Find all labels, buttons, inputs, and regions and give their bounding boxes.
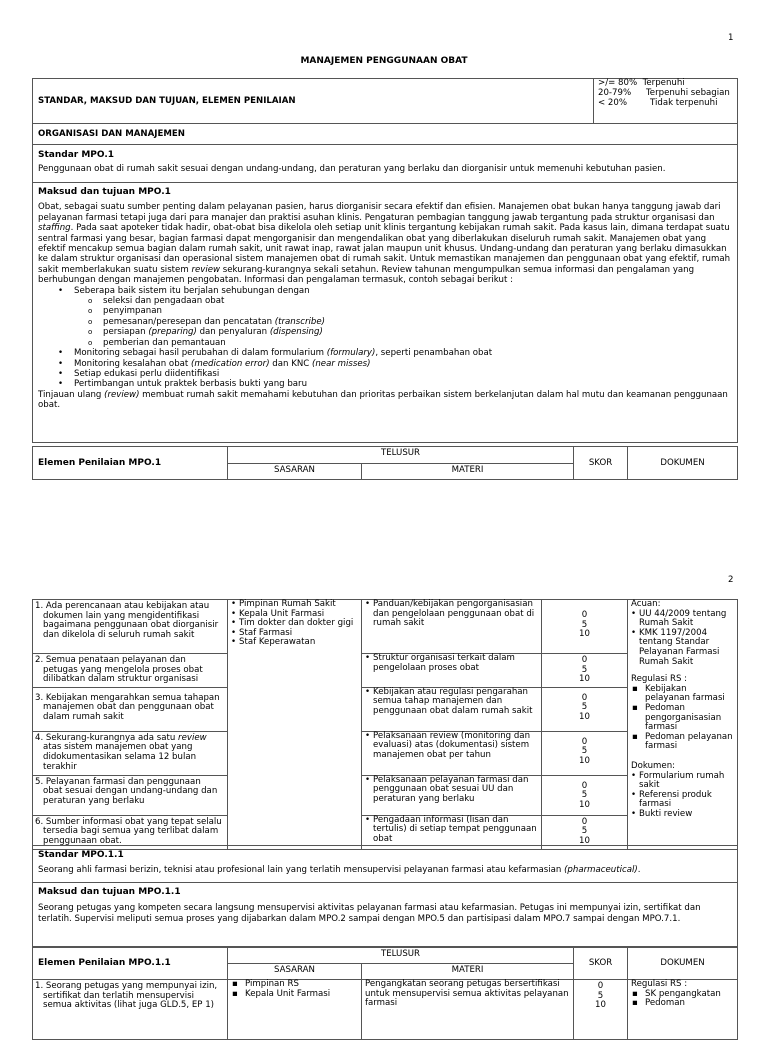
dok-regulasi-list	[631, 990, 734, 1009]
dok-dokumen-list	[631, 772, 734, 820]
ep-item-2: 2. Semua penataan pelayanan dan petugas yang mengelola proses obat dilibatkan dalam struktur organisasi	[33, 654, 228, 688]
list-item: • Seberapa baik sistem itu berjalan sehubungan dengan	[38, 286, 732, 296]
dok-regulasi-list	[631, 685, 734, 752]
col-telusur: TELUSUR	[228, 948, 574, 964]
score-cell: 0 5 10	[574, 980, 628, 1040]
ep-title: Elemen Penilaian MPO.1.1	[33, 948, 228, 980]
standard-table-mpo1-1	[32, 845, 738, 947]
legend-row: >/= 80% Terpenuhi	[598, 78, 685, 88]
list-item: • Pimpinan Rumah Sakit	[231, 600, 358, 610]
dok-regulasi-label: Regulasi RS :	[631, 674, 688, 685]
intent-paragraph: Obat, sebagai suatu sumber penting dalam pelayanan pasien, harus diorganisir secara efektif dan efisien. Manajemen obat bukan hanya tanggung jawab dari pelayanan farmasi tetapi juga dari para manajer dan praktisi asuhan klinis. Pengaturan pembagian tanggung jawab tergantung pada struktur organisasi dan staffing. Pada saat apoteker tidak hadir, obat-obat bisa dikelola oleh setiap unit klinis tergantung kebijakan rumah sakit. Pada kasus lain, dimana terdapat suatu sentral farmasi yang besar, bagian farmasi dapat mengorganisir dan mengendalikan obat yang diberlakukan diseluruh rumah sakit. Manajemen obat yang efektif mencakup semua bagian dalam rumah sakit, unit rawat inap, rawat jalan maupun unit khusus. Undang-undang dan peraturan yang berlaku dimasukkan ke dalam struktur organisasi dan operasional sistem manajemen obat di rumah sakit. Untuk memastikan manajemen dan penggunaan obat yang efektif, rumah sakit memberlakukan suatu sistem review sekurang-kurangnya sekali setahun. Review tahunan mengumpulkan semua informasi dan pengalaman yang berhubungan dengan manajemen pengobatan. Informasi dan pengalaman termasuk, contoh sebagai berikut :	[38, 202, 731, 286]
intent-closing: Tinjauan ulang (review) membuat rumah sakit memahami kebutuhan dan prioritas perbaikan sistem berkelanjutan dalam hal mutu dan keamanan penggunaan obat.	[38, 389, 728, 411]
ep-item-6: 6. Sumber informasi obat yang tepat selalu tersedia bagi semua yang terlibat dalam penggunaan obat.	[33, 815, 228, 849]
dok-dokumen-label: Dokumen:	[631, 760, 676, 771]
dok-acuan-list	[631, 610, 734, 668]
score-cell: 0 5 10	[542, 600, 628, 654]
ep-table-mpo1-1	[32, 947, 738, 1040]
standard-title: Standar MPO.1.1	[38, 850, 124, 860]
standard-text: Seorang ahli farmasi berizin, teknisi atau profesional lain yang terlatih mensupervisi pelayanan farmasi atau kefarmasian (pharmaceutical).	[38, 865, 641, 876]
standard-title: Standar MPO.1	[38, 150, 115, 160]
col-skor: SKOR	[574, 948, 628, 980]
list-item: • Pertimbangan untuk praktek berbasis bukti yang baru	[38, 379, 732, 389]
col-materi: MATERI	[362, 464, 574, 480]
header-label: STANDAR, MAKSUD DAN TUJUAN, ELEMEN PENILAIAN	[33, 79, 594, 124]
ep-title: Elemen Penilaian MPO.1	[33, 447, 228, 480]
dokumen-cell	[628, 980, 738, 1040]
list-item: o pemberian dan pemantauan	[38, 338, 732, 348]
standard-block	[33, 846, 738, 883]
intent-paragraph: Seorang petugas yang kompeten secara langsung mensupervisi aktivitas pelayanan farmasi atau kefarmasian. Petugas ini mempunyai izin, sertifikat dan terlatih. Supervisi meliputi semua proses yang dijabarkan dalam MPO.2 sampai dengan MPO.5 dan partisipasi dalam MPO.7 sampai dengan MPO.7.1.	[38, 903, 701, 924]
list-item: o pemesanan/peresepan dan pencatatan (transcribe)	[38, 317, 732, 327]
list-item: • Monitoring sebagai hasil perubahan di dalam formularium (formulary), seperti penambahan obat	[38, 348, 732, 358]
col-sasaran: SASARAN	[228, 964, 362, 980]
list-item: o seleksi dan pengadaan obat	[38, 296, 732, 306]
dokumen-cell	[628, 600, 738, 850]
list-item: ▪ Kepala Unit Farmasi	[231, 990, 358, 1000]
score-cell: 0 5 10	[542, 687, 628, 731]
page-number: 2	[728, 575, 734, 585]
ep-item-5: 5. Pelayanan farmasi dan penggunaan obat sesuai dengan undang-undang dan peraturan yang berlaku	[33, 775, 228, 815]
page-title: MANAJEMEN PENGGUNAAN OBAT	[300, 56, 468, 66]
dok-regulasi-label: Regulasi RS :	[631, 979, 688, 989]
dok-acuan-label: Acuan:	[631, 599, 661, 609]
list-item: ▪ Kebijakan pelayanan farmasi	[631, 685, 734, 704]
legend-row: 20-79% Terpenuhi sebagian	[598, 87, 730, 98]
standard-block	[33, 145, 738, 183]
intent-block	[33, 183, 738, 443]
standard-table-mpo1	[32, 78, 738, 443]
ep-item-4: 4. Sekurang-kurangnya ada satu review atas sistem manajemen obat yang didokumentasikan selama 12 bulan terakhir	[33, 731, 228, 775]
list-item: • Monitoring kesalahan obat (medication error) dan KNC (near misses)	[38, 359, 732, 369]
list-item: ▪ Pedoman pengorganisasian farmasi	[631, 704, 734, 733]
list-item: • Kepala Unit Farmasi	[231, 610, 358, 620]
ep-item-1: 1. Seorang petugas yang mempunyai izin, sertifikat dan terlatih mensupervisi semua aktivitas (lihat juga GLD.5, EP 1)	[33, 980, 228, 1040]
intent-block	[33, 883, 738, 947]
list-item: • Tim dokter dan dokter gigi	[231, 619, 358, 629]
page-number: 1	[728, 33, 734, 43]
score-cell: 0 5 10	[542, 654, 628, 688]
list-item: • Staf Keperawatan	[231, 638, 358, 648]
materi-item-4: • Pelaksanaan review (monitoring dan evaluasi) atas (dokumentasi) sistem manajemen obat per tahun	[365, 732, 538, 761]
ep-header-mpo1	[32, 446, 738, 480]
sasaran-list	[231, 600, 358, 648]
col-materi: MATERI	[362, 964, 574, 980]
sasaran-cell	[228, 600, 362, 850]
col-sasaran: SASARAN	[228, 464, 362, 480]
score-cell: 0 5 10	[542, 731, 628, 775]
intent-title: Maksud dan tujuan MPO.1	[38, 187, 171, 197]
intent-bullet-list	[38, 286, 732, 296]
col-telusur: TELUSUR	[228, 447, 574, 464]
list-item: ▪ SK pengangkatan	[631, 990, 734, 1000]
sasaran-list	[231, 980, 358, 999]
legend-row: < 20% Tidak terpenuhi	[598, 97, 718, 108]
intent-sub-list	[38, 296, 732, 348]
ep-table-mpo1	[32, 599, 738, 850]
list-item: ▪ Pedoman	[631, 999, 734, 1009]
list-item: • KMK 1197/2004 tentang Standar Pelayanan Farmasi Rumah Sakit	[631, 629, 734, 667]
score-legend	[594, 79, 738, 124]
col-dokumen: DOKUMEN	[628, 948, 738, 980]
list-item: • Staf Farmasi	[231, 629, 358, 639]
list-item: • UU 44/2009 tentang Rumah Sakit	[631, 610, 734, 629]
standard-text: Penggunaan obat di rumah sakit sesuai dengan undang-undang, dan peraturan yang berlaku dan diorganisir untuk memenuhi kebutuhan pasien.	[38, 164, 666, 175]
list-item: o penyimpanan	[38, 306, 732, 316]
intent-title: Maksud dan tujuan MPO.1.1	[38, 887, 181, 897]
col-skor: SKOR	[574, 447, 628, 480]
materi-item-6: • Pengadaan informasi (lisan dan tertulis) di setiap tempat penggunaan obat	[365, 816, 538, 845]
materi-item-5: • Pelaksanaan pelayanan farmasi dan penggunaan obat sesuai UU dan peraturan yang berlaku	[365, 776, 538, 805]
ep-item-3: 3. Kebijakan mengarahkan semua tahapan manajemen obat dan penggunaan obat dalam rumah sakit	[33, 687, 228, 731]
materi-item-2: • Struktur organisasi terkait dalam pengelolaan proses obat	[365, 654, 538, 673]
list-item: • Setiap edukasi perlu diidentifikasi	[38, 369, 732, 379]
list-item: • Referensi produk farmasi	[631, 791, 734, 810]
ep-item-1: 1. Ada perencanaan atau kebijakan atau dokumen lain yang mengidentifikasi bagaimana penggunaan obat diorganisir dan dikelola di seluruh rumah sakit	[33, 600, 228, 654]
intent-bullet-list	[38, 348, 732, 390]
list-item: o persiapan (preparing) dan penyaluran (dispensing)	[38, 327, 732, 337]
score-cell: 0 5 10	[542, 815, 628, 849]
list-item: ▪ Pedoman pelayanan farmasi	[631, 733, 734, 752]
list-item: • Formularium rumah sakit	[631, 772, 734, 791]
materi-item-1: • Panduan/kebijakan pengorganisasian dan pengelolaan penggunaan obat di rumah sakit	[365, 600, 538, 629]
score-cell: 0 5 10	[542, 775, 628, 815]
list-item: ▪ Pimpinan RS	[231, 980, 358, 990]
list-item: • Bukti review	[631, 810, 734, 820]
materi-item-3: • Kebijakan atau regulasi pengarahan semua tahap manajemen dan penggunaan obat dalam rumah sakit	[365, 688, 538, 717]
materi-item-1: Pengangkatan seorang petugas bersertifikasi untuk mensupervisi semua aktivitas pelayanan farmasi	[362, 980, 574, 1040]
section-heading: ORGANISASI DAN MANAJEMEN	[33, 124, 738, 145]
sasaran-cell	[228, 980, 362, 1040]
col-dokumen: DOKUMEN	[628, 447, 738, 480]
